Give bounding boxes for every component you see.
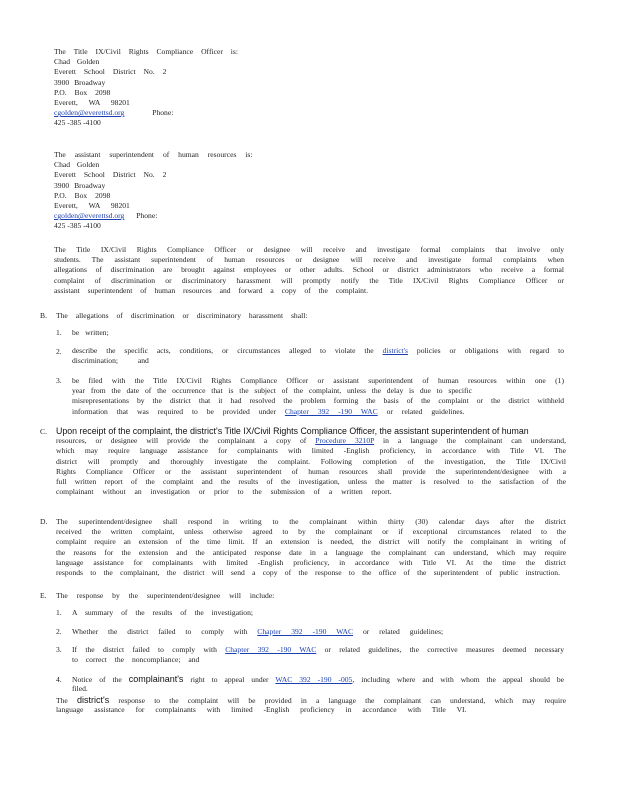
section-marker: E. — [40, 591, 47, 600]
contact-email-row — [54, 211, 274, 221]
section-c-paragraph — [56, 426, 566, 497]
paragraph-line: language assistance for complainants with limited -English proficiency in accordance with Title VI. — [56, 705, 467, 715]
paragraph-line: Rights Compliance Officer or the assistant superintendent of human resources shall provide the superintendent/designee with a — [56, 466, 566, 476]
list-number: 1. — [56, 328, 62, 337]
contact-block-compliance-officer — [54, 47, 238, 129]
paragraph-line: complaint require an extension of the time limit. If an extension is needed, the district will notify the complainant in writing of — [56, 537, 566, 547]
section-marker: B. — [40, 311, 47, 320]
contact-line: P.O. Box 2098 — [54, 87, 111, 97]
list-item-text: discrimination; and — [72, 356, 149, 366]
list-item — [72, 608, 564, 618]
paragraph-line: received the written complaint, unless otherwise agreed to by the complainant or if exceptional circumstances related to the — [56, 527, 566, 537]
contact-intro: The Title IX/Civil Rights Compliance Officer is: — [54, 47, 238, 56]
contact-email-row — [54, 108, 194, 118]
list-item-text: Notice of the complainant's right to appeal under WAC 392 -190 -005, including where and with whom the appeal should be — [72, 674, 564, 684]
paragraph-line: complainant without an investigation or prior to the submission of a written report. — [56, 487, 392, 497]
paragraph-line: which may require language assistance for complainants with limited -English proficiency, in accordance with Title VI. The — [56, 446, 566, 456]
paragraph-line: assistant superintendent of human resources and forward a copy of the complaint. — [54, 285, 368, 295]
emphasized-term: district's — [190, 426, 223, 436]
contact-line: Everett School District No. 2 — [54, 170, 167, 180]
contact-line: Chad Golden — [54, 160, 100, 170]
reference-link[interactable]: Chapter 392 -190 WAC — [284, 406, 378, 416]
list-item-text: be written; — [72, 328, 109, 337]
list-number: 2. — [56, 347, 62, 356]
contact-line: Everett, WA 98201 — [54, 97, 130, 107]
emphasized-term: district's — [77, 695, 110, 705]
list-item-text: A summary of the results of the investigation; — [72, 608, 253, 617]
reference-link[interactable]: district's — [382, 346, 409, 355]
section-b-heading: The allegations of discrimination or discriminatory harassment shall: — [56, 311, 308, 320]
paragraph-line: students. The assistant superintendent of human resources or designee will receive and investigate formal complaints when — [54, 255, 564, 265]
emphasized-term: complainant's — [128, 674, 184, 684]
contact-line: P.O. Box 2098 — [54, 190, 111, 200]
list-item-text: Whether the district failed to comply with Chapter 392 -190 WAC or related guidelines; — [72, 627, 444, 636]
reference-link[interactable]: Procedure 3210P — [315, 436, 375, 446]
list-item-text: be filed with the Title IX/Civil Rights Compliance Officer or assistant superintendent of human resources within one (1) — [72, 376, 564, 385]
reference-link[interactable]: Chapter 392 -190 WAC — [257, 627, 354, 636]
list-item — [72, 645, 564, 665]
list-number: 2. — [56, 627, 62, 636]
list-item — [72, 328, 564, 338]
paragraph-line: responds to the complainant, the district will send a copy of the response to the office of the superintendent of public instruction. — [56, 567, 560, 577]
paragraph-line: complaint of discrimination or discriminatory harassment will promptly notify the Title IX/Civil Rights Compliance Officer or — [54, 275, 564, 285]
reference-link[interactable]: Chapter 392 -190 WAC — [225, 645, 317, 654]
closing-paragraph — [56, 695, 566, 715]
section-c-lead: Upon receipt of the complaint, the district's Title IX/Civil Rights Compliance Officer, the assistant superintendent of human — [56, 426, 529, 436]
list-item — [72, 346, 564, 366]
paragraph-line: The district's response to the complaint will be provided in a language the complainant can understand, which may require — [56, 695, 566, 705]
paragraph-line: The superintendent/designee shall respond in writing to the complainant within thirty (30) calendar days after the district — [56, 517, 566, 526]
phone-number: 425 -385 -4100 — [54, 118, 101, 128]
paragraph-line: resources, or designee will provide the complainant a copy of Procedure 3210P in a language the complainant can understand, — [56, 436, 566, 446]
reference-link[interactable]: WAC 392 -190 -005 — [275, 675, 353, 684]
list-item-text: information that was required to be provided under Chapter 392 -190 WAC or related guidelines. — [72, 406, 465, 416]
list-item — [72, 627, 564, 637]
paragraph-line: language assistance for complainants with limited -English proficiency, in accordance with Title VI. At the time the district — [56, 557, 566, 567]
phone-number: 425 -385 -4100 — [54, 221, 101, 231]
contact-line: Everett, WA 98201 — [54, 200, 130, 210]
phone-label: Phone: — [136, 211, 158, 221]
paragraph-line: full written report of the complaint and the results of the investigation, unless the matter is resolved to the satisfaction of the — [56, 476, 566, 486]
contact-intro: The assistant superintendent of human resources is: — [54, 150, 253, 159]
list-item-text: describe the specific acts, conditions, or circumstances alleged to violate the district's policies or obligations with regard to — [72, 346, 564, 355]
list-item — [72, 376, 564, 417]
list-number: 3. — [56, 645, 62, 654]
list-number: 4. — [56, 675, 62, 684]
intro-paragraph — [54, 245, 564, 296]
contact-line: 3900 Broadway — [54, 77, 106, 87]
contact-line: Everett School District No. 2 — [54, 67, 167, 77]
list-number: 1. — [56, 608, 62, 617]
list-item-text: to correct the noncompliance; and — [72, 655, 200, 665]
list-item-text: year from the date of the occurrence that is the subject of the complaint, unless the delay is due to specific — [72, 386, 472, 396]
paragraph-line: the reasons for the extension and the anticipated response date in a language the complainant can understand, which may require — [56, 547, 566, 557]
contact-line: Chad Golden — [54, 57, 100, 67]
paragraph-line: allegations of discrimination are brought against employees or other adults. School or district administrators who receive a formal — [54, 265, 564, 275]
list-item-text: If the district failed to comply with Chapter 392 -190 WAC or related guidelines, the corrective measures deemed necessary — [72, 645, 564, 654]
email-link[interactable]: cgolden@everettsd.org — [54, 211, 125, 221]
paragraph-line: district will promptly and thoroughly investigate the complaint. Following completion of the investigation, the Title IX/Civil — [56, 456, 566, 466]
email-link[interactable]: cgolden@everettsd.org — [54, 108, 125, 118]
section-marker: D. — [40, 517, 48, 526]
list-item-text: misrepresentations by the district that it had resolved the problem forming the basis of the complaint or the district withheld — [72, 396, 564, 406]
contact-block-hr — [54, 150, 274, 232]
section-marker: C. — [40, 427, 47, 436]
contact-line: 3900 Broadway — [54, 180, 106, 190]
section-d-paragraph — [56, 517, 566, 578]
paragraph-line: The Title IX/Civil Rights Compliance Officer or designee will receive and investigate formal complaints that involve only — [54, 245, 564, 254]
phone-label: Phone: — [152, 108, 174, 118]
list-number: 3. — [56, 376, 62, 385]
section-e-heading: The response by the superintendent/designee will include: — [56, 591, 275, 600]
list-item — [72, 674, 564, 694]
list-item-text: filed. — [72, 684, 88, 694]
